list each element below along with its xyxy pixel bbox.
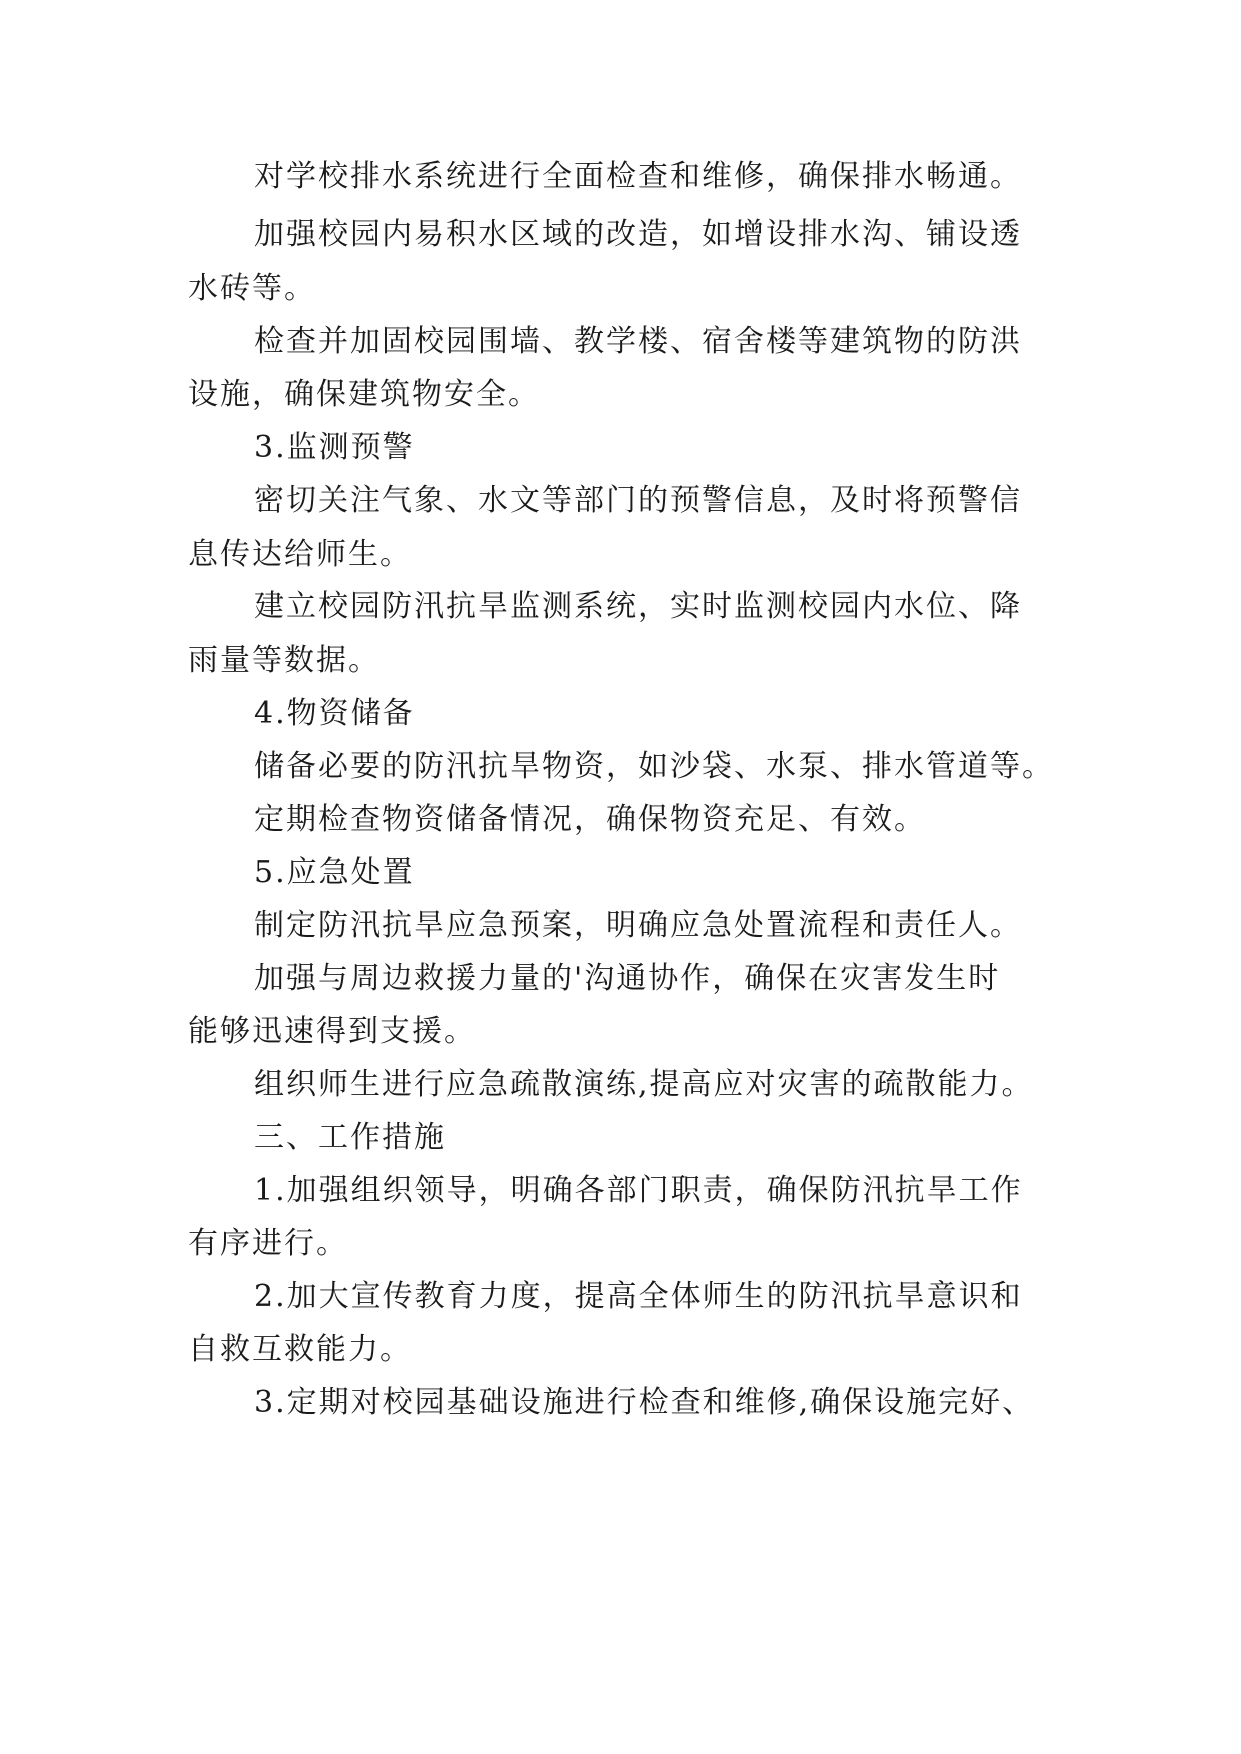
paragraph-line: 1.加强组织领导，明确各部门职责，确保防汛抗旱工作 [254,1173,1023,1208]
section-heading: 3.监测预警 [254,430,415,465]
paragraph-line: 3.定期对校园基础设施进行检查和维修,确保设施完好、 [254,1385,1035,1420]
paragraph-line: 加强校园内易积水区域的改造，如增设排水沟、铺设透 [254,217,1022,252]
paragraph-line: 制定防汛抗旱应急预案，明确应急处置流程和责任人。 [254,908,1022,943]
section-heading: 三、工作措施 [254,1120,446,1155]
paragraph-line: 加强与周边救援力量的'沟通协作，确保在灾害发生时 [254,961,1001,996]
paragraph-line: 有序进行。 [188,1226,348,1261]
paragraph-line: 设施，确保建筑物安全。 [188,377,540,412]
paragraph-line: 检查并加固校园围墙、教学楼、宿舍楼等建筑物的防洪 [254,324,1022,359]
paragraph-line: 2.加大宣传教育力度，提高全体师生的防汛抗旱意识和 [254,1279,1023,1314]
section-heading: 5.应急处置 [254,855,415,890]
paragraph-line: 组织师生进行应急疏散演练,提高应对灾害的疏散能力。 [254,1067,1034,1102]
paragraph-line: 建立校园防汛抗旱监测系统，实时监测校园内水位、降 [254,589,1022,624]
paragraph-line: 雨量等数据。 [188,643,380,678]
paragraph-line: 对学校排水系统进行全面检查和维修，确保排水畅通。 [254,159,1022,194]
paragraph-line: 自救互救能力。 [188,1332,412,1367]
paragraph-line: 能够迅速得到支援。 [188,1014,476,1049]
paragraph-line: 定期检查物资储备情况，确保物资充足、有效。 [254,802,926,837]
paragraph-line: 水砖等。 [188,271,316,306]
paragraph-line: 密切关注气象、水文等部门的预警信息，及时将预警信 [254,483,1022,518]
section-heading: 4.物资储备 [254,696,415,731]
paragraph-line: 息传达给师生。 [188,537,412,572]
paragraph-line: 储备必要的防汛抗旱物资，如沙袋、水泵、排水管道等。 [254,749,1054,784]
